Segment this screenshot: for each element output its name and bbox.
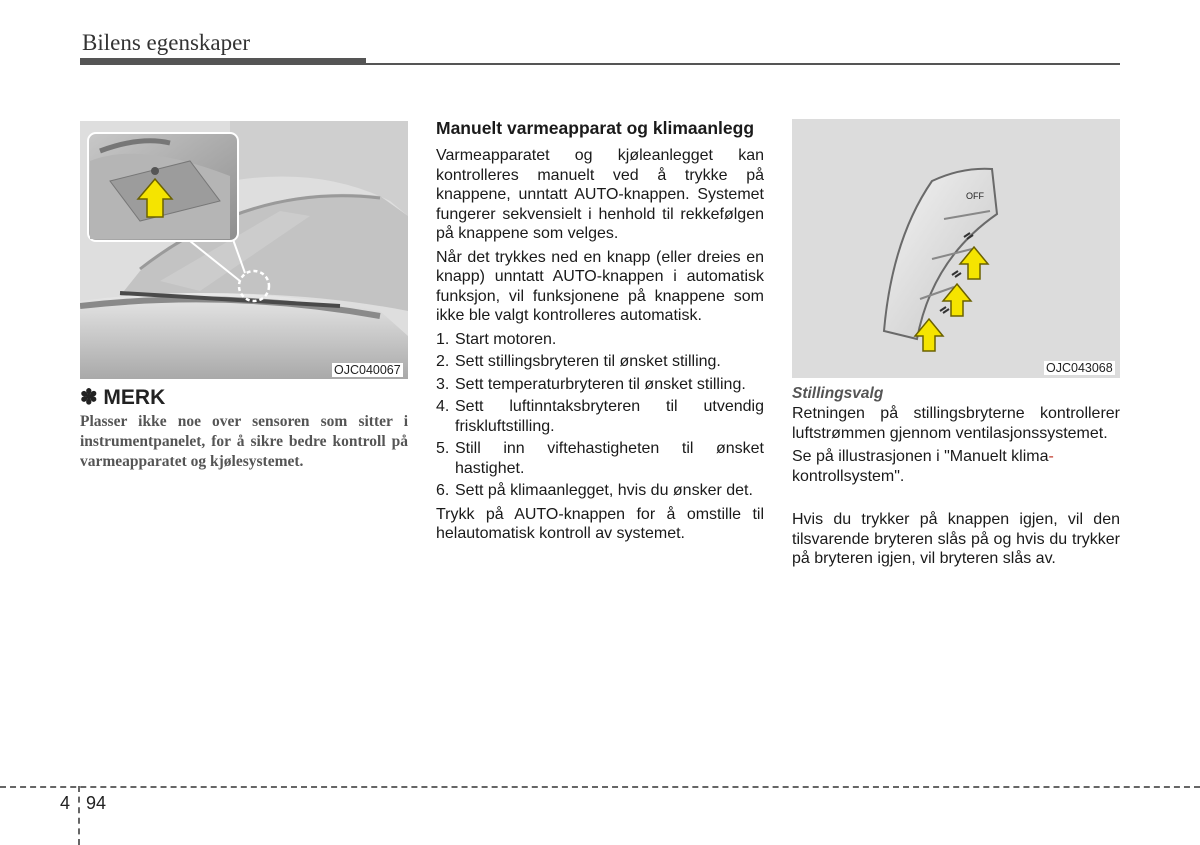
list-item: 2. Sett stillingsbryteren til ønsket stilling. (436, 353, 721, 370)
steps-list (436, 330, 764, 501)
figure-code: OJC043068 (1046, 361, 1113, 375)
footer-rule-vertical (78, 786, 80, 845)
chapter-number: 4 (60, 793, 71, 813)
list-item: 3. Sett temperaturbryteren til ønsket stilling. (436, 375, 746, 393)
footer-rule (0, 786, 1200, 788)
list-item: 6. Sett på klimaanlegget, hvis du ønsker det. (436, 482, 753, 499)
figure-mode-buttons (792, 119, 1120, 378)
section-paragraph-1: Varmeapparatet og kjøleanlegget kan kontrolleres manuelt ved å trykke på knappene, unntatt AUTO-knappen. Systemet fungerer sekvensielt i henhold til rekkefølgen på knappene som velges. (436, 147, 764, 242)
right-paragraph-2: Se på illustrasjonen i "Manuelt klima- kontrollsystem". (792, 448, 1054, 485)
page-number: 94 (86, 793, 107, 813)
right-paragraph-3: Hvis du trykker på knappen igjen, vil den tilsvarende bryteren slås på og hvis du trykker på bryteren igjen, vil bryteren slås av. (792, 511, 1120, 567)
section-title: Manuelt varmeapparat og klimaanlegg (436, 118, 755, 138)
list-item: 4. Sett luftinntaksbryteren til utvendig friskluftstilling. (436, 398, 764, 435)
figure-code: OJC040067 (334, 363, 401, 377)
note-title: ✽ MERK (80, 386, 166, 409)
mode-panel-illustration (792, 119, 1120, 378)
page-header-title: Bilens egenskaper (82, 30, 250, 55)
note-text: Plasser ikke noe over sensoren som sitter i instrumentpanelet, for å sikre bedre kontroll på varmeapparatet og kjølesystemet. (80, 413, 408, 470)
header-rule-thick (80, 58, 366, 65)
section-manual-climate (436, 118, 764, 548)
list-item: 1. Start motoren. (436, 330, 557, 348)
figure-windshield-sensor (80, 121, 408, 379)
header-rule-thin (366, 63, 1120, 65)
list-item: 5. Still inn viftehastigheten til ønsket hastighet. (436, 440, 764, 477)
figure-caption: Stillingsvalg (792, 385, 884, 402)
off-label: OFF (966, 191, 984, 201)
section-mode-selection (792, 384, 1120, 573)
section-paragraph-3: Trykk på AUTO-knappen for å omstille til helautomatisk kontroll av systemet. (436, 505, 764, 542)
section-paragraph-2: Når det trykkes ned en knapp (eller dreies en knapp) unntatt AUTO-knappen i automatisk funksjon, vil funksjonene på knappene som ikke ble valgt kontrolleres automatisk. (436, 248, 764, 324)
right-paragraph-1: Retningen på stillingsbryterne kontrollerer luftstrømmen gjennom ventilasjonssystemet. (792, 405, 1120, 442)
windshield-illustration (80, 121, 408, 379)
